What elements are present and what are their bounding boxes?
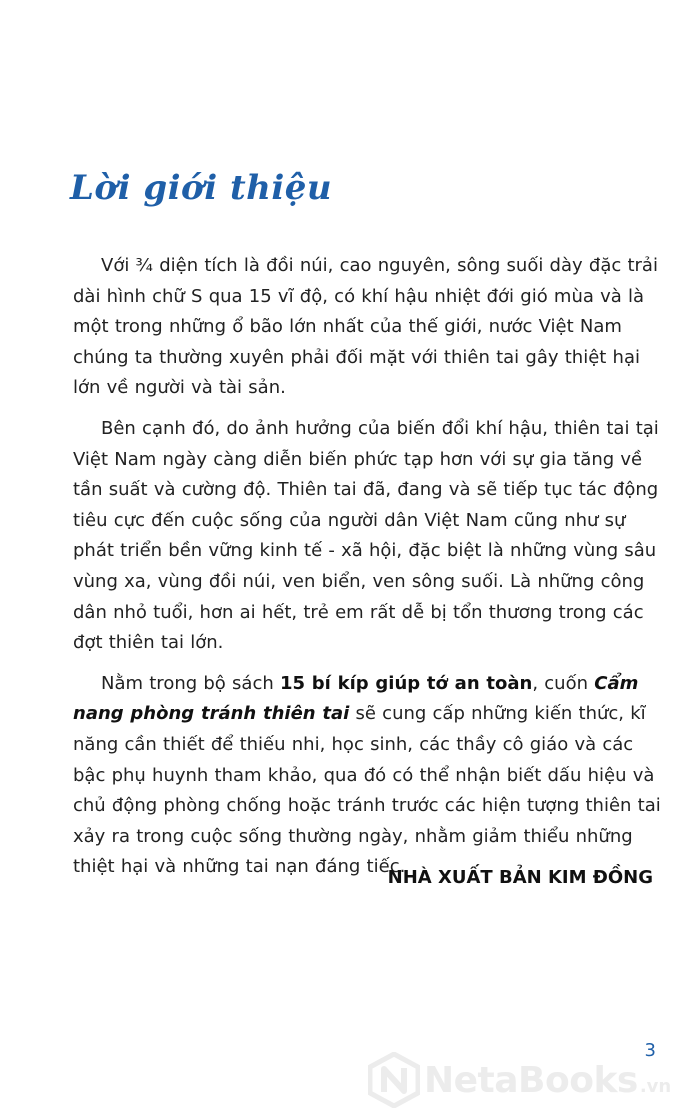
netabooks-logo-icon bbox=[368, 1052, 420, 1108]
watermark-brand: NetaBooks bbox=[424, 1059, 638, 1101]
book-name: Cẩm nang phòng tránh thiên tai bbox=[73, 672, 639, 725]
introduction-body bbox=[73, 251, 661, 893]
paragraph-2: Bên cạnh đó, do ảnh hưởng của biến đổi khí hậu, thiên tai tại Việt Nam ngày càng diễn biến phức tạp hơn với sự gia tăng về tần suất và cường độ. Thiên tai đã, đang và sẽ tiếp tục tác động tiêu cực đến cuộc sống của người dân Việt Nam cũng như sự phát triển bền vững kinh tế - xã hội, đặc biệt là những vùng sâu vùng xa, vùng đồi núi, ven biển, ven sông suối. Là những công dân nhỏ tuổi, hơn ai hết, trẻ em rất dễ bị tổn thương trong các đợt thiên tai lớn. bbox=[73, 417, 659, 654]
watermark-suffix: .vn bbox=[639, 1075, 672, 1097]
series-name: 15 bí kíp giúp tớ an toàn bbox=[279, 672, 533, 694]
paragraph-3-mid: , cuốn bbox=[532, 672, 595, 694]
publisher-signature: NHÀ XUẤT BẢN KIM ĐỒNG bbox=[387, 867, 653, 888]
paragraph-1: Với ¾ diện tích là đồi núi, cao nguyên, sông suối dày đặc trải dài hình chữ S qua 15 vĩ độ, có khí hậu nhiệt đới gió mùa và là một trong những ổ bão lớn nhất của thế giới, nước Việt Nam chúng ta thường xuyên phải đối mặt với thiên tai gây thiệt hại lớn về người và tài sản. bbox=[73, 255, 658, 399]
page-number: 3 bbox=[644, 1040, 656, 1061]
paragraph-3-intro: Nằm trong bộ sách bbox=[101, 672, 280, 694]
watermark bbox=[368, 1050, 671, 1110]
page-title: Lời giới thiệu bbox=[70, 168, 333, 208]
paragraph-3 bbox=[73, 669, 661, 883]
paragraph-3-rest: sẽ cung cấp những kiến thức, kĩ năng cần thiết để thiếu nhi, học sinh, các thầy cô giáo và các bậc phụ huynh tham khảo, qua đó có thể nhận biết dấu hiệu và chủ động phòng chống hoặc tránh trước các hiện tượng thiên tai xảy ra trong cuộc sống thường ngày, nhằm giảm thiểu những thiệt hại và những tai nạn đáng tiếc. bbox=[73, 703, 661, 878]
